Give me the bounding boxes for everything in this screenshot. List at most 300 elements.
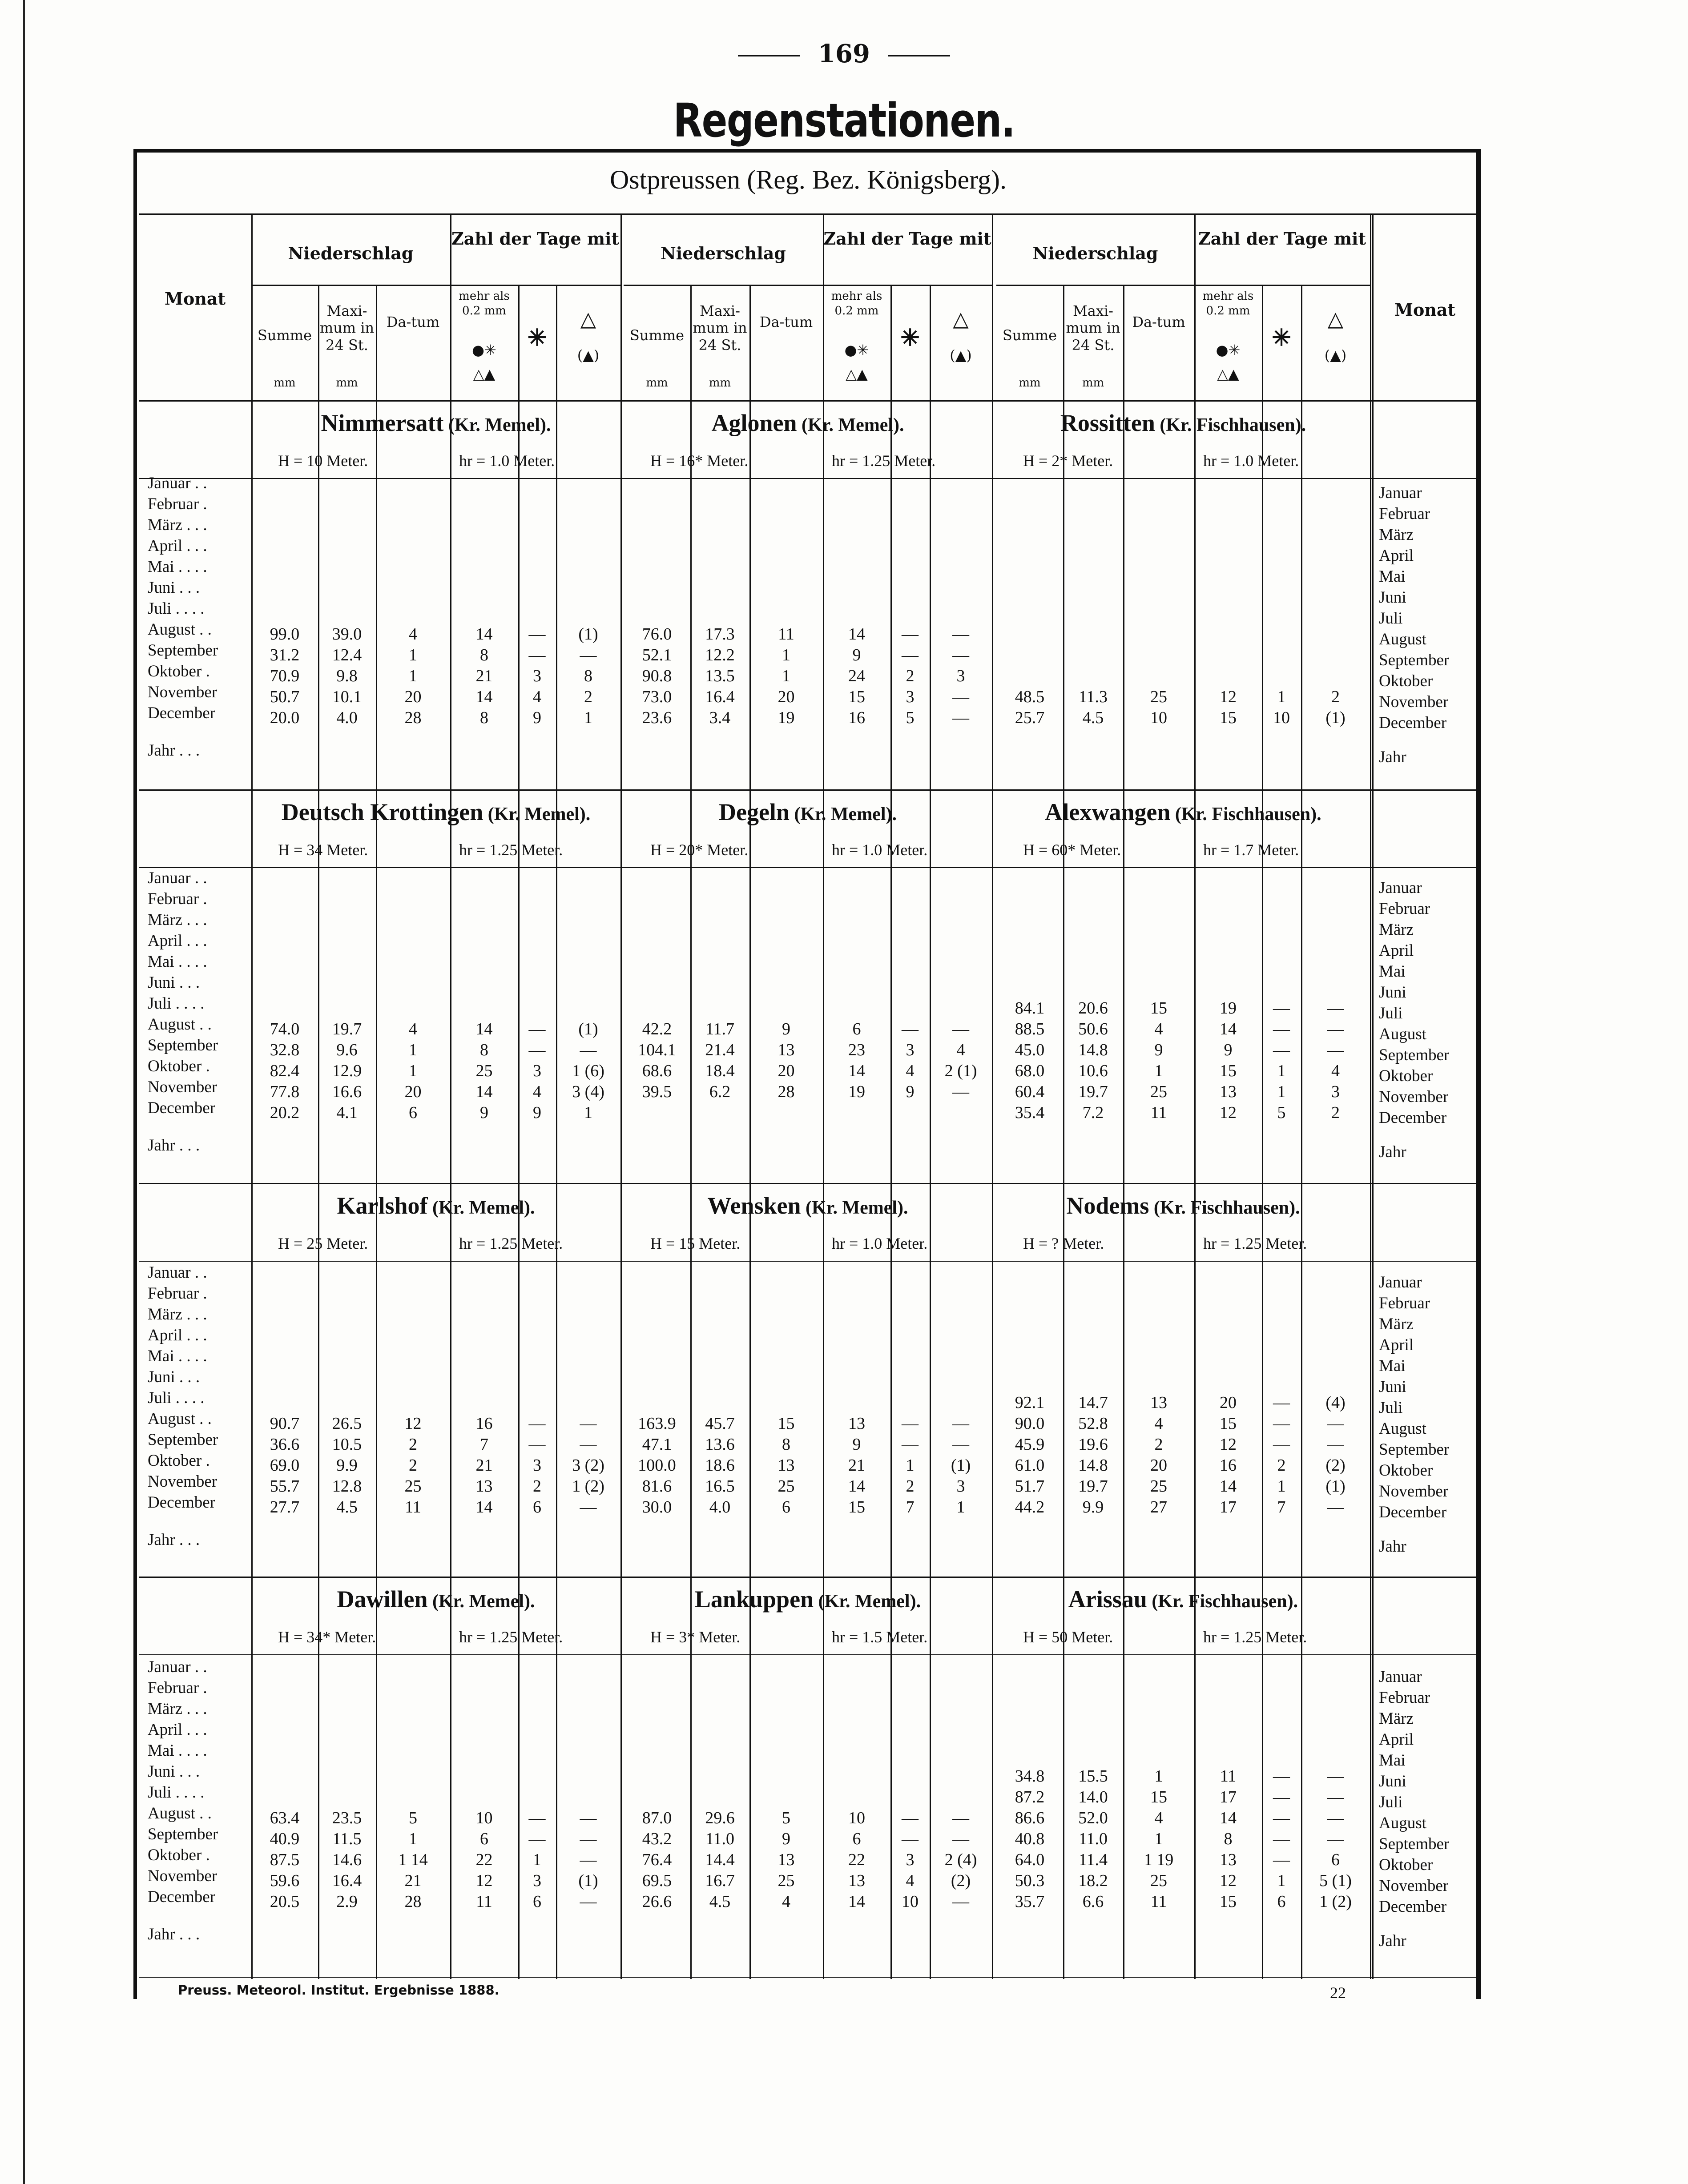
table-cell: 52.1 [642, 646, 672, 664]
table-cell: 30.0 [642, 1498, 672, 1516]
table-cell: 16.5 [705, 1477, 735, 1496]
rule-station-header [1372, 478, 1478, 479]
table-cell: 3 [906, 1850, 915, 1869]
table-cell: — [528, 1020, 546, 1038]
month-label: November [148, 683, 218, 701]
month-label-right: November [1379, 693, 1449, 711]
table-cell: 13 [848, 1414, 865, 1433]
station-district: (Kr. Fischhausen). [1149, 1198, 1300, 1218]
month-label-right: Juli [1379, 1793, 1403, 1811]
header-precip-symbols: ●✳ [1216, 342, 1241, 358]
month-label-right: Januar [1379, 484, 1422, 502]
table-cell: 4.5 [709, 1892, 731, 1911]
year-label-right: Jahr [1379, 748, 1406, 766]
station-name [996, 1193, 1370, 1219]
table-cell: 52.8 [1078, 1414, 1108, 1433]
table-cell: 20 [1220, 1393, 1237, 1412]
table-cell: 163.9 [638, 1414, 676, 1433]
table-cell: — [1273, 1414, 1290, 1433]
table-cell: 11 [1150, 1892, 1167, 1911]
table-cell: 3 [1331, 1082, 1340, 1101]
month-label: Oktober . [148, 1057, 210, 1075]
table-cell: 14 [1220, 1020, 1237, 1038]
table-cell: 3 [533, 667, 541, 685]
table-cell: 11.7 [705, 1020, 735, 1038]
table-cell: — [580, 1435, 597, 1454]
table-cell: 11 [1220, 1767, 1237, 1786]
table-cell: 3 [956, 667, 965, 685]
table-cell: 15 [1220, 708, 1237, 727]
header-hail-symbols: △▲ [846, 366, 868, 382]
year-label: Jahr . . . [148, 741, 200, 760]
table-cell: 45.7 [705, 1414, 735, 1433]
table-cell: 48.5 [1015, 688, 1045, 706]
table-cell: 20.0 [270, 708, 300, 727]
table-cell: 4 [1331, 1062, 1340, 1080]
table-cell: 14 [848, 1062, 865, 1080]
month-label: Juni . . . [148, 973, 200, 992]
month-label: Juli . . . . [148, 599, 205, 618]
table-cell: 14 [475, 688, 493, 706]
table-cell: — [1327, 1809, 1344, 1827]
table-cell: 2 [906, 1477, 915, 1496]
station-gauge-height: hr = 1.25 Meter. [459, 1235, 563, 1252]
table-cell: 9 [533, 1103, 541, 1122]
table-cell: 47.1 [642, 1435, 672, 1454]
table-cell: 9.9 [336, 1456, 358, 1475]
table-cell: — [952, 1892, 969, 1911]
table-cell: 22 [475, 1850, 493, 1869]
snow-icon: ✳ [527, 324, 547, 351]
table-cell: 6.2 [709, 1082, 731, 1101]
table-cell: 25 [475, 1062, 493, 1080]
month-label: Mai . . . . [148, 558, 207, 576]
table-cell: 74.0 [270, 1020, 300, 1038]
table-cell: 18.4 [705, 1062, 735, 1080]
station-gauge-height: hr = 1.25 Meter. [1203, 1235, 1307, 1252]
table-cell: 88.5 [1015, 1020, 1045, 1038]
table-cell: 20 [404, 1082, 422, 1101]
month-label-right: September [1379, 1835, 1450, 1853]
month-label-right: Oktober [1379, 672, 1433, 690]
table-cell: 25.7 [1015, 708, 1045, 727]
table-cell: 1 [1154, 1062, 1163, 1080]
table-cell: 11.0 [705, 1830, 735, 1848]
table-cell: 19 [778, 708, 795, 727]
table-cell: 1 [782, 646, 790, 664]
table-cell: 8 [584, 667, 592, 685]
table-cell: (1) [951, 1456, 971, 1475]
table-cell: — [952, 688, 969, 706]
table-cell: 12 [404, 1414, 422, 1433]
table-cell: 1 [1277, 688, 1286, 706]
table-cell: — [1327, 1788, 1344, 1806]
station-name [996, 799, 1370, 825]
month-label-right: Januar [1379, 1273, 1422, 1291]
table-cell: — [902, 1809, 919, 1827]
table-cell: 13 [475, 1477, 493, 1496]
table-cell: 25 [1150, 1871, 1167, 1890]
year-label-right: Jahr [1379, 1932, 1406, 1950]
table-cell: — [580, 646, 597, 664]
station-name [624, 1193, 992, 1219]
table-cell: 84.1 [1015, 999, 1045, 1018]
station-district: (Kr. Memel). [797, 415, 904, 435]
station-gauge-height: hr = 1.0 Meter. [832, 841, 928, 859]
table-cell: 4 [782, 1892, 790, 1911]
table-cell: 87.0 [642, 1809, 672, 1827]
rule-col [690, 285, 692, 1979]
header-hail-symbols: △▲ [1217, 366, 1239, 382]
station-name-text: Deutsch Krottingen [281, 799, 483, 825]
month-label: November [148, 1078, 218, 1096]
table-cell: 11 [476, 1892, 492, 1911]
table-cell: 10 [1273, 708, 1290, 727]
table-cell: 12.8 [332, 1477, 362, 1496]
rule-subheader [996, 285, 1370, 286]
table-cell: 21.4 [705, 1041, 735, 1059]
table-cell: 7 [1277, 1498, 1286, 1516]
station-name [251, 1193, 620, 1219]
table-cell: 13 [1150, 1393, 1167, 1412]
station-district: (Kr. Memel). [801, 1198, 908, 1218]
table-cell: 4 [533, 1082, 541, 1101]
header-zahl-der-tage: Zahl der Tage mit [823, 229, 991, 249]
station-name-text: Arissau [1068, 1586, 1147, 1613]
table-cell: 1 [409, 646, 417, 664]
table-cell: 14 [475, 1020, 493, 1038]
rule-station-header [139, 1654, 251, 1655]
month-label: Februar . [148, 1284, 207, 1303]
month-label: Mai . . . . [148, 953, 207, 971]
header-summe: Summe [257, 327, 312, 344]
header-hail-symbols: △▲ [473, 366, 496, 382]
table-cell: 36.6 [270, 1435, 300, 1454]
month-label: Februar . [148, 890, 207, 908]
month-label-right: April [1379, 1336, 1414, 1354]
table-cell: 3 [533, 1062, 541, 1080]
month-label-right: Juli [1379, 1004, 1403, 1022]
table-cell: 2 (1) [944, 1062, 977, 1080]
table-cell: — [1327, 999, 1344, 1018]
table-cell: 2 [1154, 1435, 1163, 1454]
table-cell: — [1273, 999, 1290, 1018]
header-mm: mm [1082, 376, 1104, 390]
rule-header-bottom [139, 400, 1478, 402]
table-cell: — [580, 1850, 597, 1869]
station-height: H = 10 Meter. [278, 452, 368, 470]
rule-top [139, 213, 1478, 215]
table-cell: 3 [956, 1477, 965, 1496]
station-gauge-height: hr = 1.25 Meter. [459, 1628, 563, 1646]
table-cell: 1 [409, 1041, 417, 1059]
table-cell: 87.5 [270, 1850, 300, 1869]
month-label: Januar . . [148, 869, 207, 887]
station-name-text: Rossitten [1060, 410, 1155, 436]
table-cell: 16.7 [705, 1871, 735, 1890]
month-label: September [148, 1431, 218, 1449]
table-cell: 20 [778, 1062, 795, 1080]
rule-subheader [251, 285, 620, 286]
table-cell: 13 [778, 1041, 795, 1059]
header-mehr-als: mehr als 0.2 mm [831, 290, 882, 318]
table-cell: 21 [848, 1456, 865, 1475]
month-label: März . . . [148, 1700, 207, 1718]
table-cell: 4 [1154, 1809, 1163, 1827]
table-cell: 12 [1220, 688, 1237, 706]
table-cell: 15 [1220, 1062, 1237, 1080]
table-cell: 4 [533, 688, 541, 706]
table-cell: 21 [404, 1871, 422, 1890]
table-cell: 45.0 [1015, 1041, 1045, 1059]
table-cell: 14 [848, 1892, 865, 1911]
station-district: (Kr. Memel). [814, 1591, 921, 1612]
month-label-right: Februar [1379, 1294, 1430, 1312]
table-cell: 12.4 [332, 646, 362, 664]
table-cell: 69.5 [642, 1871, 672, 1890]
table-cell: 9 [1154, 1041, 1163, 1059]
month-label-right: Mai [1379, 962, 1406, 981]
month-label-right: Juli [1379, 1399, 1403, 1417]
month-label: Mai . . . . [148, 1742, 207, 1760]
table-cell: 14 [475, 1498, 493, 1516]
table-cell: 20.2 [270, 1103, 300, 1122]
month-label-right: December [1379, 714, 1447, 732]
table-cell: 15 [848, 1498, 865, 1516]
table-cell: 9 [782, 1830, 790, 1848]
table-cell: 4 [956, 1041, 965, 1059]
table-cell: 1 [1154, 1767, 1163, 1786]
station-name-text: Aglonen [711, 410, 797, 436]
table-cell: 92.1 [1015, 1393, 1045, 1412]
month-label-right: December [1379, 1503, 1447, 1521]
table-cell: 9 [852, 646, 861, 664]
month-label-right: Oktober [1379, 1461, 1433, 1480]
rule-col [1262, 285, 1263, 1979]
month-label: Juli . . . . [148, 994, 205, 1013]
header-zahl-der-tage: Zahl der Tage mit [451, 229, 620, 249]
station-height: H = 34* Meter. [278, 1628, 376, 1646]
thunder-icon: △ [1327, 307, 1344, 331]
rule-bottom [139, 1977, 1478, 1978]
station-name [624, 410, 992, 436]
table-cell: 99.0 [270, 625, 300, 644]
month-label: März . . . [148, 1305, 207, 1323]
table-cell: 6 [533, 1892, 541, 1911]
table-cell: 26.6 [642, 1892, 672, 1911]
table-cell: 25 [1150, 688, 1167, 706]
rule-station-header [1372, 1261, 1478, 1262]
table-cell: 17.3 [705, 625, 735, 644]
table-cell: (1) [1325, 1477, 1346, 1496]
table-cell: 1 (6) [572, 1062, 604, 1080]
month-label: Juni . . . [148, 1368, 200, 1386]
table-cell: 12.2 [705, 646, 735, 664]
table-cell: 10.6 [1078, 1062, 1108, 1080]
station-height: H = 25 Meter. [278, 1235, 368, 1252]
table-cell: 27.7 [270, 1498, 300, 1516]
table-cell: 10 [848, 1809, 865, 1827]
table-cell: 100.0 [638, 1456, 676, 1475]
header-niederschlag: Niederschlag [288, 243, 414, 263]
table-cell: 25 [778, 1871, 795, 1890]
table-cell: 40.9 [270, 1830, 300, 1848]
month-label: Oktober . [148, 1452, 210, 1470]
table-cell: 6 [782, 1498, 790, 1516]
region-heading: Ostpreussen (Reg. Bez. Königsberg). [609, 165, 1007, 194]
year-label-right: Jahr [1379, 1537, 1406, 1556]
month-label: August . . [148, 1804, 212, 1822]
table-cell: (4) [1325, 1393, 1346, 1412]
table-cell: 3 (2) [572, 1456, 604, 1475]
table-cell: 90.7 [270, 1414, 300, 1433]
table-cell: 50.3 [1015, 1871, 1045, 1890]
table-cell: 52.0 [1078, 1809, 1108, 1827]
month-label-right: Februar [1379, 900, 1430, 918]
table-cell: (1) [578, 625, 598, 644]
station-district: (Kr. Memel). [427, 1591, 535, 1612]
table-cell: 11 [778, 625, 794, 644]
table-cell: 90.8 [642, 667, 672, 685]
station-gauge-height: hr = 1.25 Meter. [1203, 1628, 1307, 1646]
year-label-right: Jahr [1379, 1143, 1406, 1161]
table-cell: 15.5 [1078, 1767, 1108, 1786]
table-cell: — [580, 1830, 597, 1848]
table-cell: 8 [480, 1041, 488, 1059]
table-cell: 104.1 [638, 1041, 676, 1059]
table-cell: 20.5 [270, 1892, 300, 1911]
table-cell: 1 [1277, 1082, 1286, 1101]
table-cell: 7 [480, 1435, 488, 1454]
table-cell: — [580, 1498, 597, 1516]
rule-col [1123, 285, 1124, 1979]
table-cell: — [952, 646, 969, 664]
table-cell: 7 [906, 1498, 915, 1516]
month-label-right: Oktober [1379, 1067, 1433, 1085]
rule-col [1301, 285, 1302, 1979]
table-cell: 1 [533, 1850, 541, 1869]
table-cell: 8 [480, 708, 488, 727]
month-label: Oktober . [148, 1846, 210, 1864]
table-cell: (2) [951, 1871, 971, 1890]
table-cell: 28 [404, 708, 422, 727]
station-gauge-height: hr = 1.25 Meter. [832, 452, 936, 470]
table-cell: — [952, 1414, 969, 1433]
table-cell: 1 [584, 1103, 592, 1122]
rule-station-header [139, 1261, 251, 1262]
month-label: Februar . [148, 1679, 207, 1697]
month-label: April . . . [148, 1326, 207, 1344]
table-cell: 5 [906, 708, 915, 727]
table-cell: 4.0 [709, 1498, 731, 1516]
table-cell: 14 [1220, 1477, 1237, 1496]
station-gauge-height: hr = 1.5 Meter. [832, 1628, 928, 1646]
table-cell: 11.4 [1078, 1850, 1108, 1869]
thunder-icon: △ [580, 307, 596, 331]
table-cell: 3 [906, 688, 915, 706]
table-cell: 13 [848, 1871, 865, 1890]
table-cell: 11 [405, 1498, 421, 1516]
header-mm: mm [709, 376, 731, 390]
table-cell: 10 [902, 1892, 919, 1911]
table-cell: 11.3 [1078, 688, 1108, 706]
table-cell: 12.9 [332, 1062, 362, 1080]
station-gauge-height: hr = 1.0 Meter. [1203, 452, 1299, 470]
table-cell: — [1273, 1788, 1290, 1806]
table-cell: 76.0 [642, 625, 672, 644]
table-cell: 9 [852, 1435, 861, 1454]
table-cell: 11.0 [1078, 1830, 1108, 1848]
month-label-right: Februar [1379, 1689, 1430, 1707]
table-cell: 9 [782, 1020, 790, 1038]
table-cell: 27 [1150, 1498, 1167, 1516]
table-cell: 28 [778, 1082, 795, 1101]
month-label-right: September [1379, 1046, 1450, 1064]
month-label: August . . [148, 1410, 212, 1428]
table-cell: 16.4 [705, 688, 735, 706]
table-cell: 73.0 [642, 688, 672, 706]
rule-col [930, 285, 931, 1979]
table-cell: — [1273, 1041, 1290, 1059]
month-label: Oktober . [148, 662, 210, 680]
table-cell: 20 [1150, 1456, 1167, 1475]
station-name-text: Nimmersatt [321, 410, 444, 436]
table-cell: — [1327, 1830, 1344, 1848]
station-name [251, 1586, 620, 1613]
month-label-right: März [1379, 921, 1414, 939]
table-cell: 16 [848, 708, 865, 727]
table-cell: 13.6 [705, 1435, 735, 1454]
table-cell: 25 [1150, 1082, 1167, 1101]
table-cell: 1 [1154, 1830, 1163, 1848]
table-cell: 45.9 [1015, 1435, 1045, 1454]
table-cell: — [952, 1020, 969, 1038]
month-label: September [148, 1036, 218, 1054]
table-cell: — [1327, 1498, 1344, 1516]
rule-col [518, 285, 520, 1979]
table-cell: 31.2 [270, 646, 300, 664]
table-cell: 35.7 [1015, 1892, 1045, 1911]
month-label-right: März [1379, 526, 1414, 544]
header-mm: mm [336, 376, 358, 390]
table-cell: 10 [475, 1809, 493, 1827]
month-label-right: Mai [1379, 1751, 1406, 1770]
header-monat-right: Monat [1394, 300, 1456, 320]
table-cell: 10.5 [332, 1435, 362, 1454]
table-cell: 6 [409, 1103, 417, 1122]
table-cell: 25 [1150, 1477, 1167, 1496]
station-height: H = 20* Meter. [650, 841, 749, 859]
thunder-paren-icon: (▲) [950, 347, 972, 364]
table-cell: 1 [1277, 1062, 1286, 1080]
table-cell: 3 [906, 1041, 915, 1059]
station-height: H = 2* Meter. [1023, 452, 1113, 470]
table-cell: 4 [409, 1020, 417, 1038]
month-label-right: Januar [1379, 879, 1422, 897]
station-gauge-height: hr = 1.0 Meter. [832, 1235, 928, 1252]
table-cell: 1 [1277, 1477, 1286, 1496]
table-cell: 14.8 [1078, 1456, 1108, 1475]
table-cell: — [528, 646, 546, 664]
table-cell: 9.6 [336, 1041, 358, 1059]
month-label-right: August [1379, 1814, 1426, 1832]
table-cell: 15 [1150, 1788, 1167, 1806]
month-label: April . . . [148, 537, 207, 555]
month-label: Juli . . . . [148, 1783, 205, 1802]
table-cell: 64.0 [1015, 1850, 1045, 1869]
header-mehr-als: mehr als 0.2 mm [1202, 290, 1254, 318]
station-name [251, 799, 620, 825]
